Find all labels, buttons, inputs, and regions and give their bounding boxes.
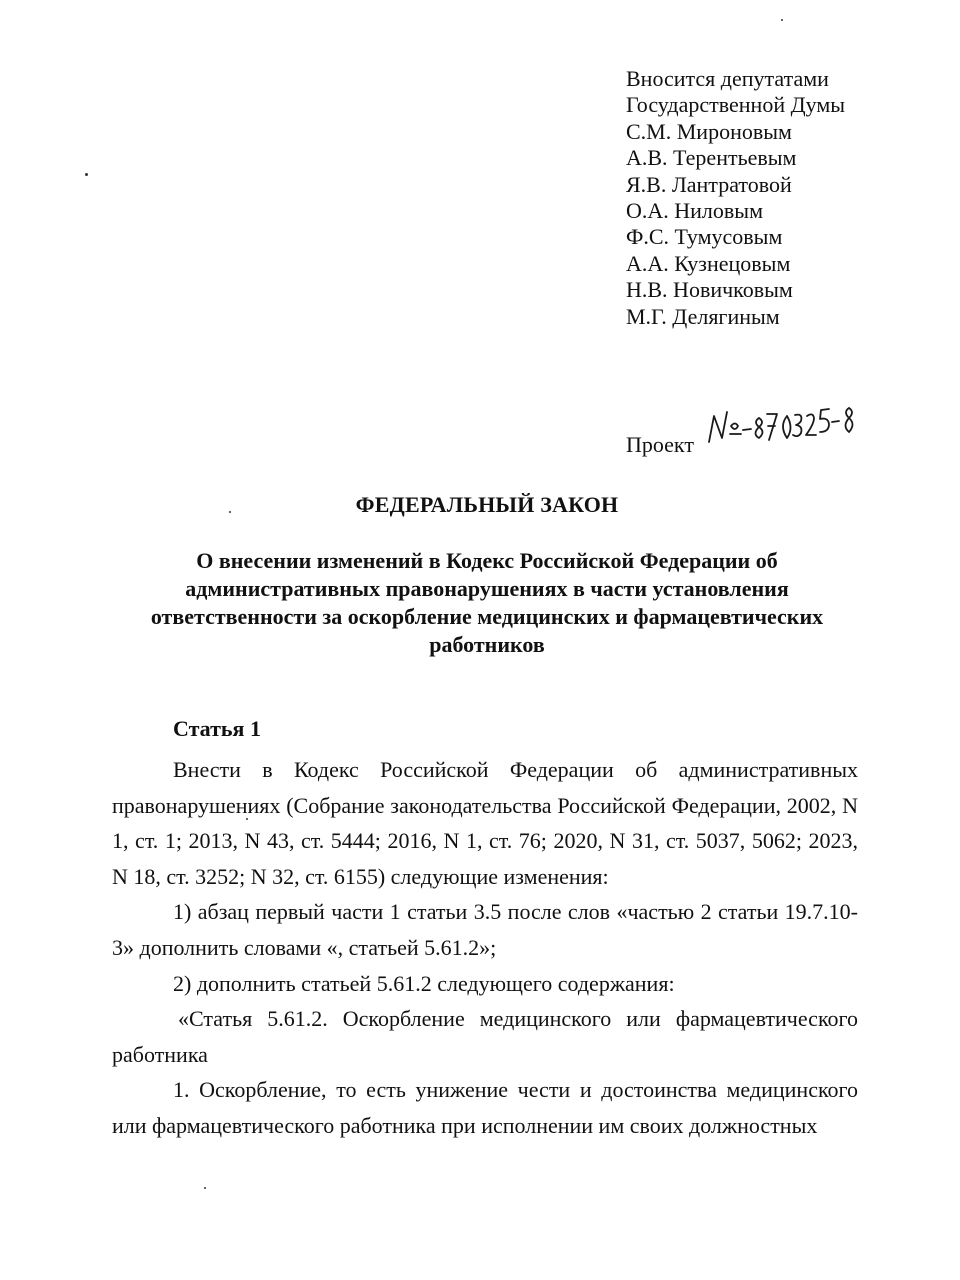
sponsor-name: О.А. Ниловым [626,198,764,224]
sponsors-line: Государственной Думы [626,92,846,118]
project-number [626,406,871,458]
sponsors-block [626,66,845,330]
article-heading: Статья 1 [173,716,261,741]
scan-speck [204,1187,206,1189]
paragraph: 1. Оскорбление, то есть унижение чести и достоинства медицинского или фармацевтического работника при исполнении им своих должностных [112,1077,858,1138]
handwritten-project-number [705,404,871,456]
sponsors-line: Вносится депутатами [626,66,829,91]
sponsor-name: М.Г. Делягиным [626,303,780,329]
sponsor-name: Я.В. Лантратовой [626,171,792,197]
project-label: Проект [626,432,694,457]
law-subtitle: О внесении изменений в Кодекс Российской Федерации об административных правонарушениях в части установления ответственности за оскорбление медицинских и фармацевтических работников [150,548,824,657]
sponsor-name: А.А. Кузнецовым [626,250,791,276]
paragraph: «Статья 5.61.2. Оскорбление медицинского или фармацевтического работника [112,1006,858,1067]
scan-speck [246,818,248,820]
sponsor-name: Ф.С. Тумусовым [626,224,783,250]
article-body [112,752,858,1144]
paragraph: 2) дополнить статьей 5.61.2 следующего содержания: [173,970,675,996]
scan-speck [229,511,231,513]
scan-speck [781,19,783,21]
paragraph: Внести в Кодекс Российской Федерации об административных правонарушениях (Собрание законодательства Российской Федерации, 2002, N 1, ст. 1; 2013, N 43, ст. 5444; 2016, N 1, ст. 76; 2020, N 31, ст. 5037, 5062; 2023, N 18, ст. 3252; N 32, ст. 6155) следующие изменения: [112,757,858,889]
law-title: ФЕДЕРАЛЬНЫЙ ЗАКОН [355,492,619,517]
sponsor-name: Н.В. Новичковым [626,277,793,303]
sponsor-name: А.В. Терентьевым [626,145,797,171]
scan-speck [85,173,88,176]
paragraph: 1) абзац первый части 1 статьи 3.5 после слов «частью 2 статьи 19.7.10-3» дополнить словами «, статьей 5.61.2»; [112,899,858,960]
sponsor-name: С.М. Мироновым [626,118,792,144]
